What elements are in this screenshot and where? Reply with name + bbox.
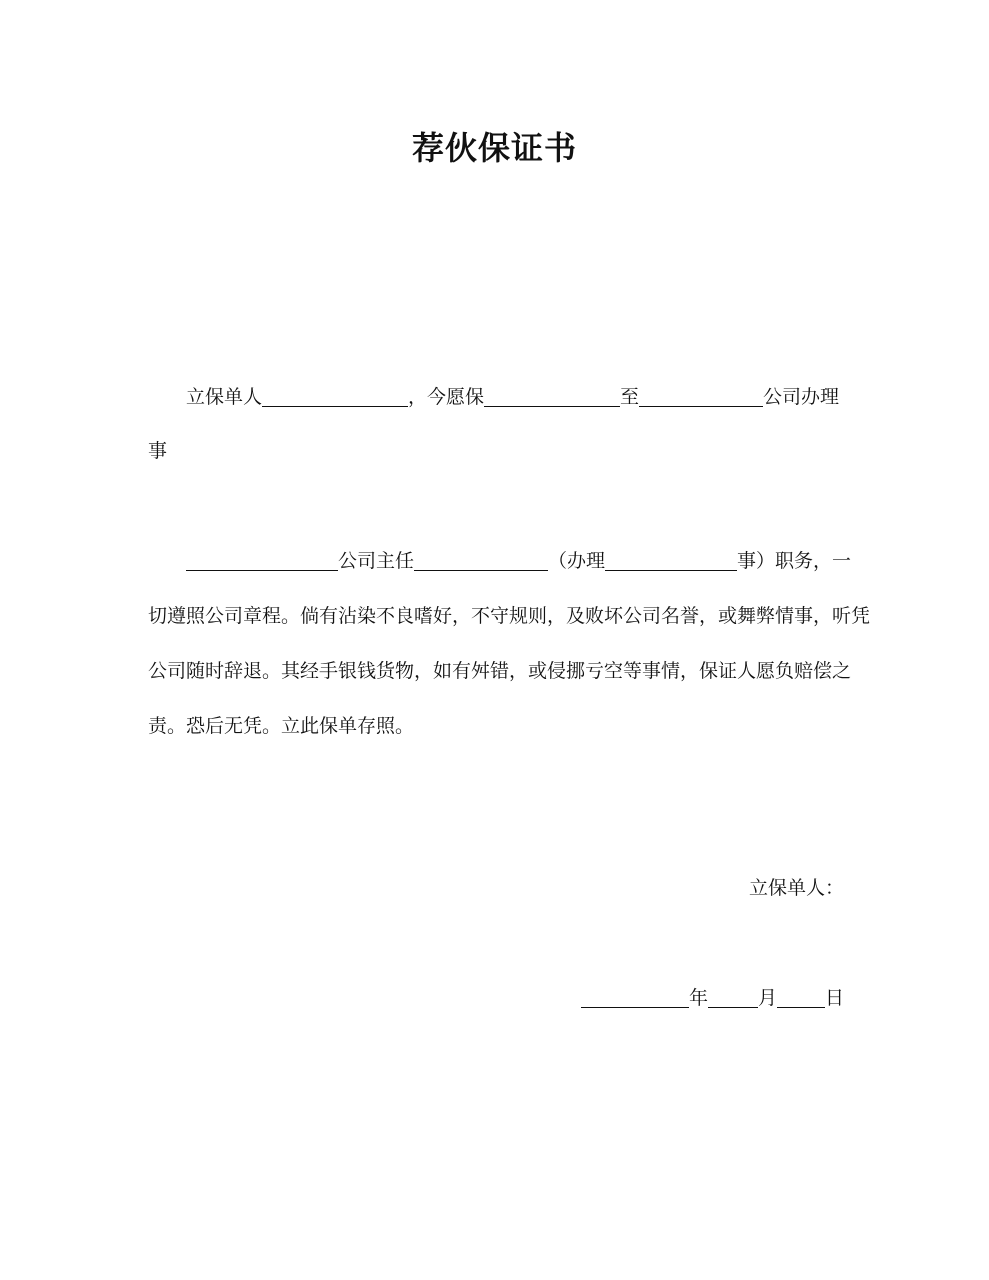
blank-year[interactable]: [581, 985, 689, 1008]
text-company-handle: 公司办理: [763, 386, 840, 408]
blank-day[interactable]: [777, 985, 825, 1008]
blank-director-name[interactable]: [414, 548, 548, 571]
text-duty: 事）职务，一: [737, 550, 852, 572]
signature-label: 立保单人：: [748, 877, 844, 899]
blank-guaranteed-person[interactable]: [484, 384, 620, 407]
text-matter: 事: [148, 440, 168, 462]
text-guarantee: ，今愿保: [408, 386, 485, 408]
paragraph-2-line-1: [186, 546, 852, 576]
paragraph-1-line-1: [186, 382, 844, 412]
blank-company[interactable]: [186, 548, 338, 571]
date-line: [581, 983, 844, 1013]
text-to: 至: [620, 386, 640, 408]
document-title: 荐伙保证书: [411, 129, 577, 167]
paragraph-2-line-3: 公司随时辞退。其经手银钱货物，如有舛错，或侵挪亏空等事情，保证人愿负赔偿之: [148, 660, 852, 682]
text-month: 月: [757, 987, 777, 1009]
blank-month[interactable]: [708, 985, 758, 1008]
paragraph-2-line-4: 责。恐后无凭。立此保单存照。: [148, 715, 415, 737]
text-day: 日: [824, 987, 844, 1009]
blank-guarantor-name[interactable]: [262, 384, 408, 407]
text-year: 年: [688, 987, 708, 1009]
blank-company-name[interactable]: [639, 384, 763, 407]
text-company-director: 公司主任: [338, 550, 415, 572]
text-handle: （办理: [548, 550, 606, 572]
text-guarantor-label: 立保单人: [186, 386, 263, 408]
paragraph-2-line-2: 切遵照公司章程。倘有沾染不良嗜好，不守规则，及败坏公司名誉，或舞弊情事，听凭: [148, 605, 871, 627]
blank-handle-matter[interactable]: [605, 548, 737, 571]
paragraph-1-line-2: [148, 436, 844, 466]
